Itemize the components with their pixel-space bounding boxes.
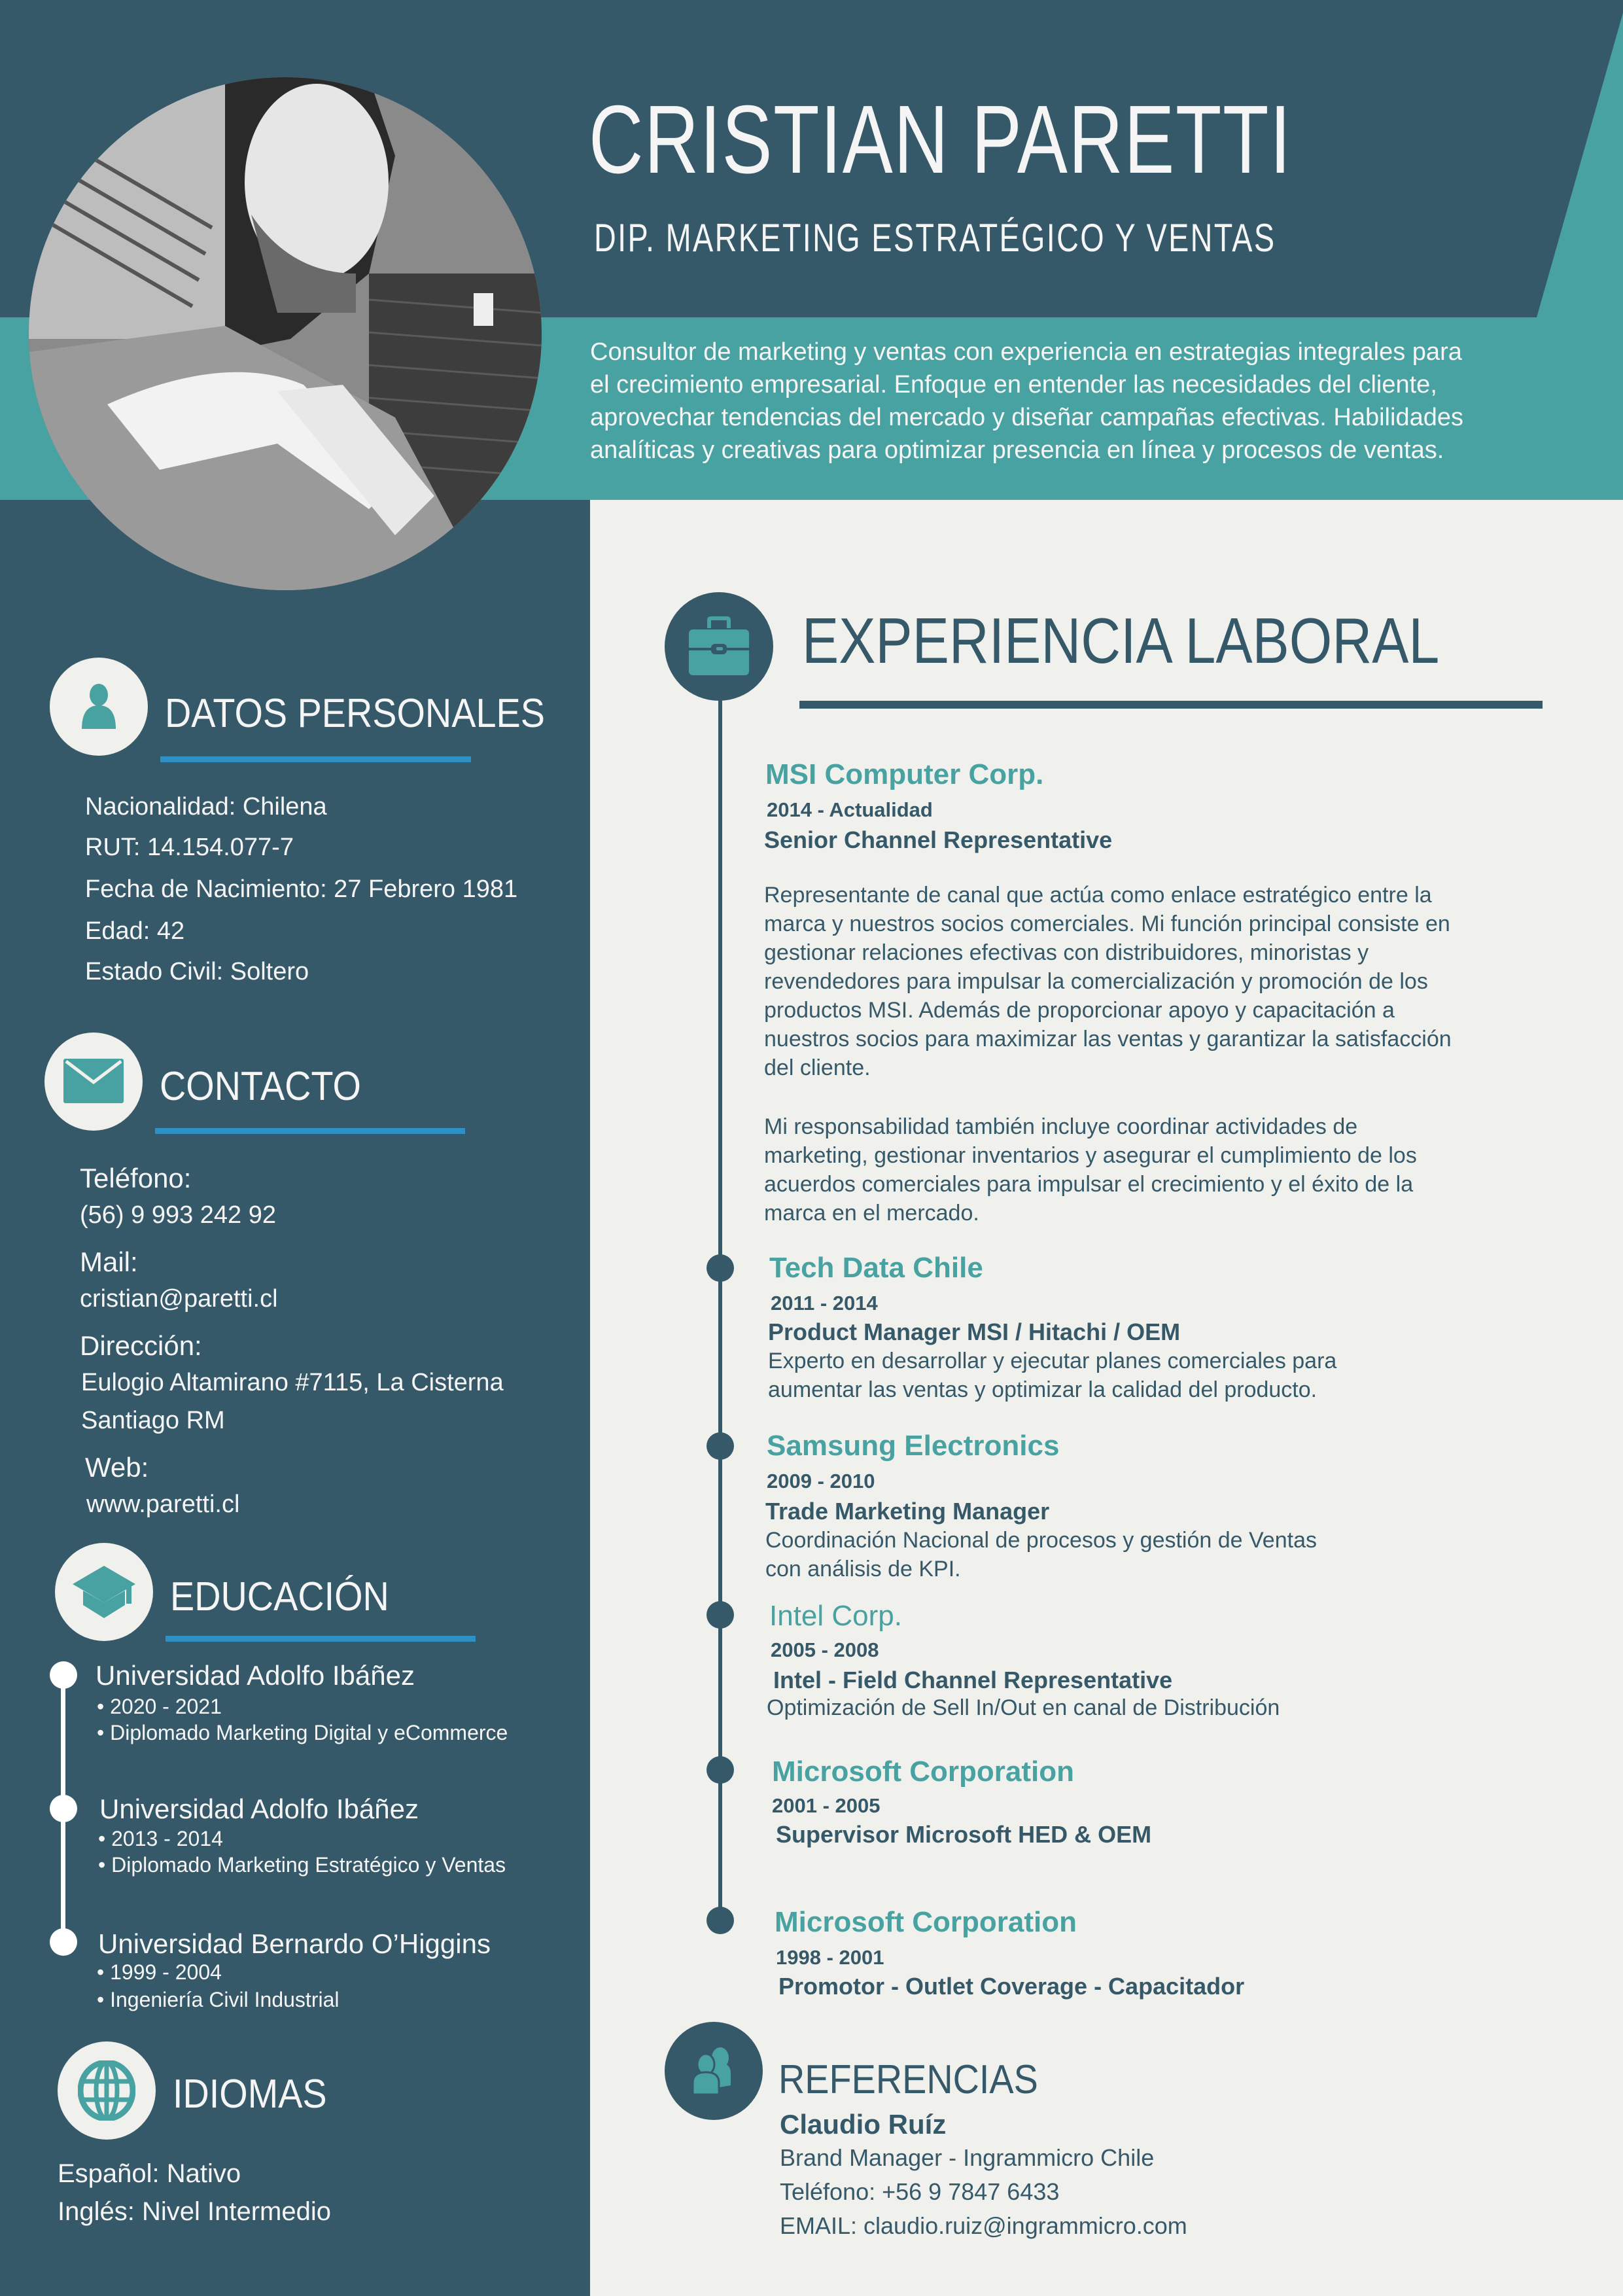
education-school: Universidad Adolfo Ibáñez	[99, 1793, 419, 1824]
reference-position: Brand Manager - Ingrammicro Chile	[780, 2144, 1155, 2171]
timeline-node	[707, 1756, 734, 1784]
person-icon	[50, 658, 148, 756]
globe-icon	[58, 2041, 156, 2140]
education-school: Universidad Adolfo Ibáñez	[96, 1660, 415, 1691]
section-title-education: EDUCACIÓN	[170, 1574, 389, 1619]
job-period: 1998 - 2001	[776, 1946, 884, 1969]
job-company: MSI Computer Corp.	[765, 758, 1044, 790]
section-title-references: REFERENCIAS	[778, 2057, 1038, 2102]
job-company: Tech Data Chile	[769, 1252, 983, 1284]
summary-line: analíticas y creativas para optimizar presencia en línea y procesos de ventas.	[590, 436, 1444, 464]
job-period: 2014 - Actualidad	[767, 798, 933, 821]
desc-line: aumentar las ventas y optimizar la calidad del producto.	[768, 1377, 1318, 1402]
desc-line: Optimización de Sell In/Out en canal de Distribución	[767, 1695, 1280, 1720]
contact-address-label: Dirección:	[80, 1330, 202, 1361]
desc-line: con análisis de KPI.	[765, 1557, 961, 1581]
section-title-languages: IDIOMAS	[173, 2072, 327, 2117]
desc-line: Representante de canal que actúa como enlace estratégico entre la	[764, 883, 1432, 908]
education-degree: • Diplomado Marketing Digital y eCommerce	[97, 1721, 508, 1744]
timeline-node	[707, 1432, 734, 1460]
summary-line: el crecimiento empresarial. Enfoque en entender las necesidades del cliente,	[590, 371, 1437, 398]
desc-line: productos MSI. Además de proporcionar apoyo y capacitación a	[764, 998, 1395, 1023]
desc-line: marca en el mercado.	[764, 1201, 979, 1226]
timeline-node	[50, 1661, 77, 1689]
job-company: Microsoft Corporation	[775, 1906, 1077, 1938]
contact-address-line1: Eulogio Altamirano #7115, La Cisterna	[81, 1369, 504, 1396]
profile-photo	[29, 77, 542, 590]
timeline-node	[707, 1601, 734, 1629]
job-company: Samsung Electronics	[767, 1430, 1060, 1462]
section-rule	[160, 756, 471, 762]
contact-mail[interactable]: cristian@paretti.cl	[80, 1285, 278, 1313]
desc-line: gestionar relaciones efectivas con distribuidores, minoristas y	[764, 940, 1369, 965]
profile-summary	[590, 336, 1571, 467]
desc-line: del cliente.	[764, 1055, 871, 1080]
job-period: 2005 - 2008	[771, 1638, 879, 1661]
job-period: 2009 - 2010	[767, 1470, 875, 1492]
personal-rut: RUT: 14.154.077-7	[85, 834, 294, 861]
contact-phone[interactable]: (56) 9 993 242 92	[80, 1201, 277, 1229]
section-title-contact: CONTACTO	[160, 1064, 361, 1109]
personal-age: Edad: 42	[85, 917, 185, 945]
timeline-node	[50, 1795, 77, 1822]
job-role: Supervisor Microsoft HED & OEM	[776, 1821, 1152, 1848]
desc-line: acuerdos comerciales para impulsar el crecimiento y el éxito de la	[764, 1172, 1414, 1197]
desc-line: revendedores para impulsar la comercialización y promoción de los	[764, 969, 1428, 994]
job-role: Product Manager MSI / Hitachi / OEM	[768, 1318, 1181, 1345]
job-role: Senior Channel Representative	[764, 826, 1113, 853]
timeline-node	[707, 1907, 734, 1934]
education-years: • 2013 - 2014	[98, 1827, 223, 1850]
briefcase-icon	[665, 592, 773, 701]
desc-line: Experto en desarrollar y ejecutar planes comerciales para	[768, 1349, 1337, 1373]
job-role: Intel - Field Channel Representative	[773, 1667, 1173, 1693]
desc-line: Mi responsabilidad también incluye coordinar actividades de	[764, 1114, 1358, 1139]
personal-civil-status: Estado Civil: Soltero	[85, 958, 309, 985]
section-title-experience: EXPERIENCIA LABORAL	[802, 605, 1440, 677]
job-period: 2001 - 2005	[772, 1794, 881, 1817]
education-school: Universidad Bernardo O’Higgins	[98, 1928, 491, 1959]
job-role: Trade Marketing Manager	[765, 1498, 1050, 1525]
reference-name: Claudio Ruíz	[780, 2109, 947, 2140]
summary-line: Consultor de marketing y ventas con experiencia en estrategias integrales para	[590, 338, 1462, 366]
education-years: • 1999 - 2004	[97, 1960, 222, 1984]
job-company: Intel Corp.	[769, 1600, 902, 1632]
job-description-continued	[764, 1112, 1417, 1227]
candidate-name: CRISTIAN PARETTI	[589, 86, 1292, 194]
reference-email[interactable]: EMAIL: claudio.ruiz@ingrammicro.com	[780, 2212, 1187, 2239]
desc-line: marca y nuestros socios comerciales. Mi función principal consiste en	[764, 911, 1450, 936]
personal-nationality: Nacionalidad: Chilena	[85, 793, 327, 821]
desc-line: Coordinación Nacional de procesos y gestión de Ventas	[765, 1528, 1317, 1553]
job-period: 2011 - 2014	[771, 1292, 878, 1315]
sidebar	[0, 500, 590, 2296]
timeline-node	[50, 1928, 77, 1956]
desc-line: marketing, gestionar inventarios y asegurar el cumplimiento de los	[764, 1143, 1417, 1168]
experience-timeline	[718, 700, 722, 1920]
job-description	[767, 1693, 1280, 1722]
language-item: Inglés: Nivel Intermedio	[58, 2197, 331, 2226]
education-degree: • Diplomado Marketing Estratégico y Ventas	[98, 1853, 506, 1877]
contact-phone-label: Teléfono:	[80, 1163, 192, 1193]
education-degree: • Ingeniería Civil Industrial	[97, 1988, 340, 2011]
contact-web-label: Web:	[85, 1452, 149, 1483]
contact-mail-label: Mail:	[80, 1246, 138, 1277]
candidate-title: DIP. MARKETING ESTRATÉGICO Y VENTAS	[594, 216, 1276, 260]
contact-web[interactable]: www.paretti.cl	[86, 1491, 240, 1518]
timeline-node	[707, 1254, 734, 1282]
desc-line: nuestros socios para maximizar las ventas y garantizar la satisfacción	[764, 1027, 1452, 1051]
contact-address-line2: Santiago RM	[81, 1407, 225, 1434]
personal-birthdate: Fecha de Nacimiento: 27 Febrero 1981	[85, 875, 518, 903]
envelope-icon	[44, 1033, 143, 1131]
section-rule	[799, 701, 1543, 709]
education-years: • 2020 - 2021	[97, 1695, 222, 1718]
job-description	[768, 1347, 1336, 1404]
summary-line: aprovechar tendencias del mercado y diseñar campañas efectivas. Habilidades	[590, 404, 1463, 431]
section-title-personal: DATOS PERSONALES	[165, 691, 545, 736]
job-role: Promotor - Outlet Coverage - Capacitador	[778, 1973, 1245, 2000]
reference-phone[interactable]: Teléfono: +56 9 7847 6433	[780, 2178, 1060, 2205]
section-rule	[155, 1128, 465, 1134]
graduation-cap-icon	[55, 1543, 153, 1641]
job-description	[765, 1526, 1317, 1583]
language-item: Español: Nativo	[58, 2159, 241, 2188]
job-company: Microsoft Corporation	[772, 1756, 1074, 1788]
job-description	[764, 881, 1452, 1082]
section-rule	[166, 1636, 476, 1642]
people-icon	[665, 2022, 763, 2120]
